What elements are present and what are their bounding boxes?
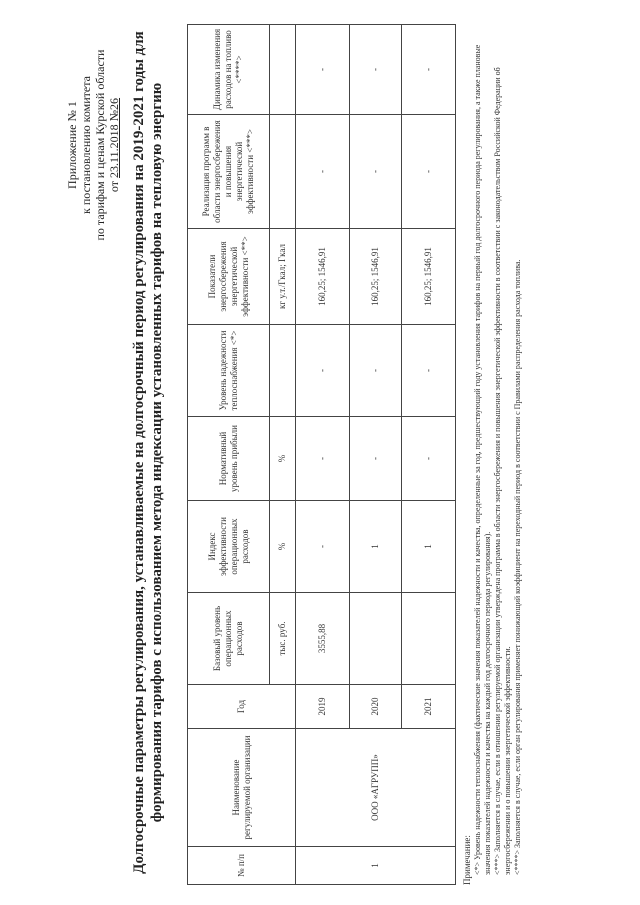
cell-programs: - — [402, 115, 456, 229]
notes-heading: Примечание: — [462, 835, 472, 885]
unit-fuel — [270, 25, 296, 115]
cell-reliability: - — [402, 325, 456, 417]
note-item: <***> Заполняется в случае, если в отношении регулируемой организации утверждена программа в области энергосбережения и повышения энергетической эффективности в соответствии с законодательством Российской Федерации об энергосбережении и о повышении энергетической эффективности. — [493, 67, 512, 875]
note-item: <*> Уровень надежности теплоснабжения (фактические значения показателей надежности и качества, определенные за год, предшествующий году установления тарифов на первый год долгосрочного периода регулирования, а также плановые значения показателей надежности и качества на каждый год долгосрочного периода регулирования). — [473, 44, 492, 875]
cell-base-level — [350, 593, 402, 685]
unit-energy-indicators: кг у.т./Гкал; Гкал — [270, 229, 296, 325]
cell-efficiency-index: - — [296, 501, 350, 593]
cell-profit-level: - — [350, 417, 402, 501]
cell-org-name: ООО «АГРУПП» — [296, 729, 456, 847]
cell-reliability: - — [296, 325, 350, 417]
cell-profit-level: - — [402, 417, 456, 501]
cell-year: 2021 — [402, 685, 456, 729]
appendix-date-value: 23.11.2018 №26 — [107, 97, 121, 178]
cell-programs: - — [350, 115, 402, 229]
header-num: № п/п — [188, 847, 296, 885]
unit-reliability — [270, 325, 296, 417]
cell-base-level: 3555,88 — [296, 593, 350, 685]
cell-programs: - — [296, 115, 350, 229]
appendix-date-prefix: от — [107, 180, 121, 193]
unit-efficiency-index: % — [270, 501, 296, 593]
document-title: Долгосрочные параметры регулирования, устанавливаемые на долгосрочный период регулирования на 2019-2021 годы для формирования тарифов с использованием метода индексации установленных тарифов на тепловую энергию — [131, 31, 165, 874]
header-org: Наименование регулируемой организации — [188, 729, 296, 847]
header-base-level: Базовый уровень операционных расходов — [188, 593, 270, 685]
table-row — [296, 25, 350, 885]
appendix-line-authority: по тарифам и ценам Курской области — [93, 49, 107, 241]
header-fuel-dynamics: Динамика изменения расходов на топливо <****> — [188, 25, 270, 115]
cell-year: 2019 — [296, 685, 350, 729]
unit-profit-level: % — [270, 417, 296, 501]
cell-fuel: - — [296, 25, 350, 115]
appendix-date — [107, 25, 121, 265]
note-item: <****> Заполняется в случае, если орган регулирования применяет понижающий коэффициент на переходный период в соответствии с Правилами распределения расхода топлива. — [513, 259, 522, 875]
header-profit-level: Нормативный уровень прибыли — [188, 417, 270, 501]
unit-base-level: тыс. руб. — [270, 593, 296, 685]
cell-fuel: - — [350, 25, 402, 115]
notes-section — [462, 25, 523, 885]
appendix-line-committee: к постановлению комитета — [79, 76, 93, 214]
cell-energy: 160,25; 1546,91 — [350, 229, 402, 325]
cell-profit-level: - — [296, 417, 350, 501]
header-reliability: Уровень надежности теплоснабжения <*> — [188, 325, 270, 417]
appendix-block — [65, 25, 121, 265]
cell-energy: 160,25; 1546,91 — [296, 229, 350, 325]
header-efficiency-index: Индекс эффективности операционных расходов — [188, 501, 270, 593]
table-header-row — [188, 25, 270, 885]
cell-reliability: - — [350, 325, 402, 417]
cell-base-level — [402, 593, 456, 685]
header-programs: Реализация программ в области энергосбережения и повышения энергетической эффективности <***> — [188, 115, 270, 229]
parameters-table — [187, 24, 456, 885]
cell-efficiency-index: 1 — [402, 501, 456, 593]
header-energy-indicators: Показатели энергосбережения энергетической эффективности <**> — [188, 229, 270, 325]
appendix-number: Приложение № 1 — [65, 101, 79, 189]
cell-efficiency-index: 1 — [350, 501, 402, 593]
cell-row-num: 1 — [296, 847, 456, 885]
unit-programs — [270, 115, 296, 229]
cell-fuel: - — [402, 25, 456, 115]
cell-year: 2020 — [350, 685, 402, 729]
cell-energy: 160,25; 1546,91 — [402, 229, 456, 325]
header-year: Год — [188, 685, 296, 729]
